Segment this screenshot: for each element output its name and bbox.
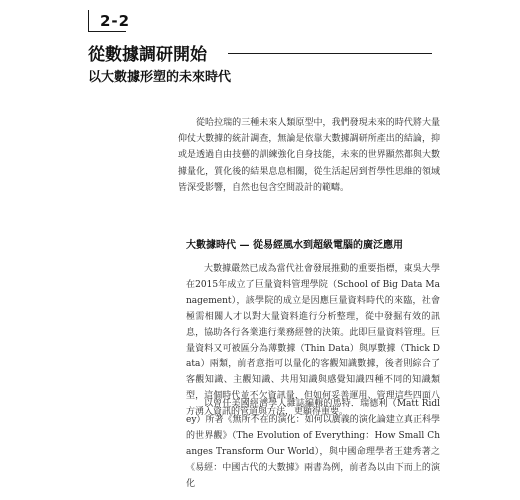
chapter-title: 從數據調研開始	[88, 45, 207, 65]
body-paragraph: 大數據嚴然已成為當代社會發展推動的重要指標，東吳大學在2015年成立了巨量資料管理學院（School of Big Data Management），該學院的成立是因應巨量資料時代的來臨，社會極需相關人才以對大量資料進行分析整理，從中發掘有效的訊息，協助各行各業進行業務經營的決策。此即巨量資料管理。巨量資料又可被區分為薄數據（Thin Data）與厚數據（Thick Data）兩類，前者意指可以量化的客觀知識數據，後者則綜合了客觀知識、主觀知識、共用知識與感覺知識四種不同的知識類型，這個時代並不欠資訊量，但如何妥善運用、管理這些四面八方湧入資訊的管道與方法，更顯得重要。	[186, 264, 440, 418]
chapter-subtitle: 以大數據形塑的未來時代	[88, 70, 232, 85]
section-number: 2-2	[100, 12, 131, 30]
body-paragraph: 以曾任美國經濟學人雜誌編輯的馬特．瑞德利（Matt Ridley）所著《無所不在的演化：如何以廣義的演化論建立真正科學的世界觀》（The Evolution of Everything：How Small Changes Transform Our World），與中國命理學者王建秀著之《易經：中國古代的大數據》兩書為例，前者為以由下而上的演化	[186, 399, 440, 489]
title-rule	[228, 53, 432, 54]
intro-paragraph: 從哈拉瑞的三種未來人類原型中，我們發現未來的時代將大量仰仗大數據的統計調查，無論是依靠大數據調研所產出的結論，抑或是透過自由技藝的訓練強化自身技能，未來的世界顯然都與大數據量化，質化後的結果息息相關，從生活起居到哲學性思維的領域皆深受影響，自然也包含空間設計的範疇。	[178, 118, 440, 193]
section-heading: 大數據時代 — 從易經風水到超級電腦的廣泛應用	[186, 240, 403, 251]
